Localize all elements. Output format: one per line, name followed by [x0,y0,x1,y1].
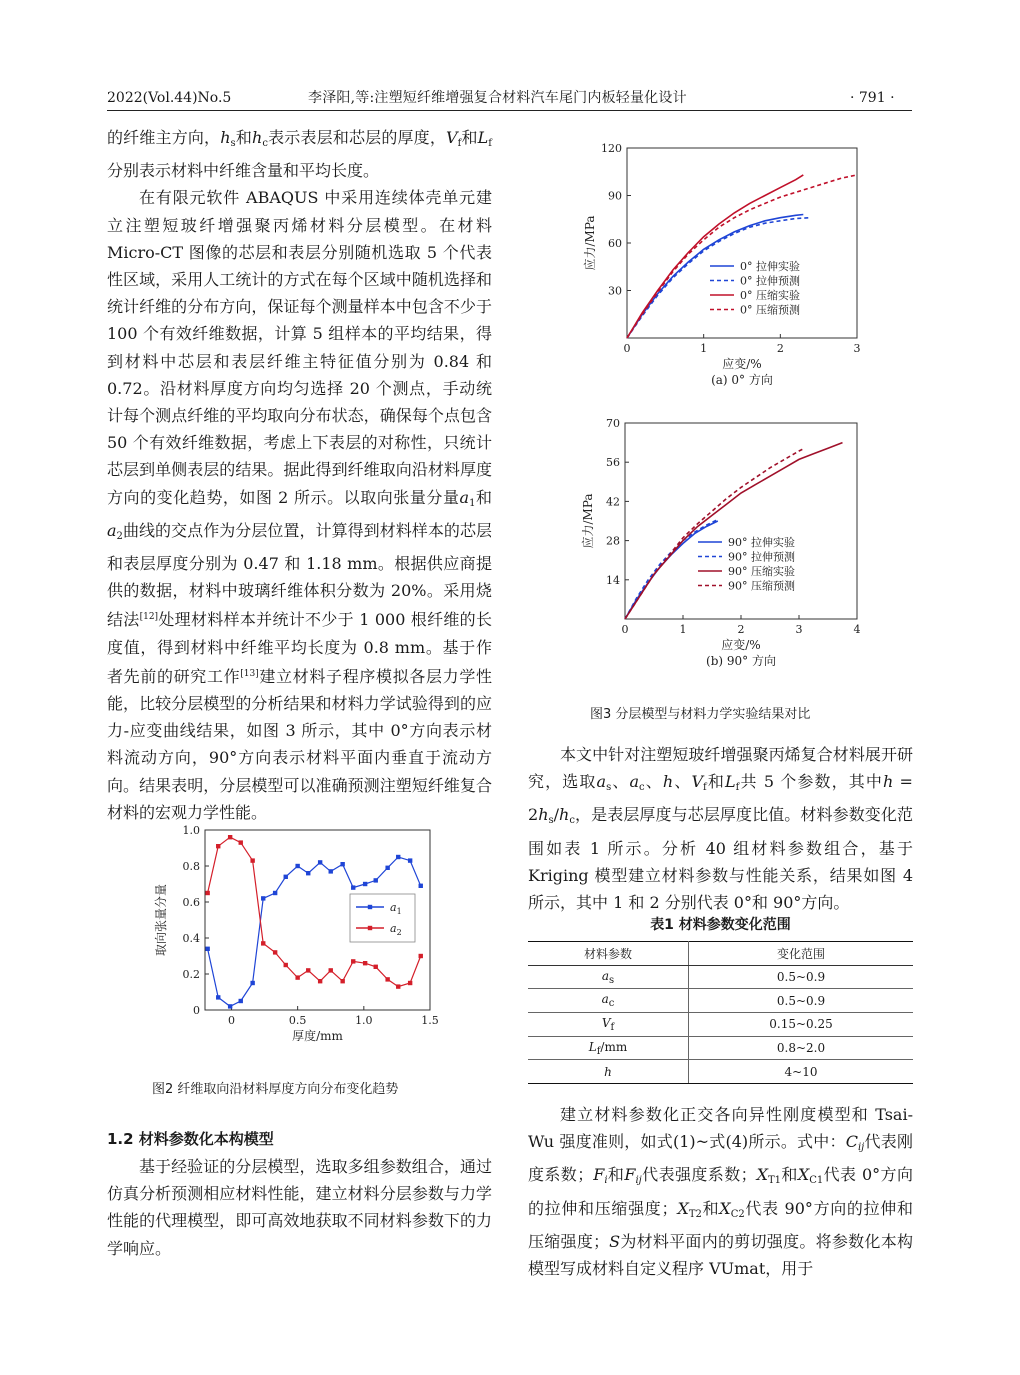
data-point [261,941,265,945]
data-point [351,959,355,963]
x-axis-label: 应变/% [722,357,762,371]
data-point [318,979,322,983]
table-row [528,1036,913,1060]
paragraph-2: 在有限元软件 ABAQUS 中采用连续体壳单元建立注塑短玻纤增强聚丙烯材料分层模型。在材料 Micro-CT 图像的芯层和表层分别随机选取 5 个代表性区域，采用人工统计的方式在每个区域中随机选择和统计纤维的分布方向，保证每个测量样本中包含不少于 100 个有效纤维数据，计算 5 组样本的平均结果，得到材料中芯层和表层纤维主特征值分别为 0.84 和 0.72。沿材料厚度方向均匀选择 20 个测点，手动统计每个测点纤维的平均取向分布状态，确保每个点包含 50 个有效纤维数据，考虑上下表层的对称性，只统计芯层到单侧表层的结果。据此得到纤维取向沿材料厚度方向的变化趋势，如图 2 所示。以取向张量分量$a_1$和$a_2$曲线的交点作为分层位置，计算得到材料样本的芯层和表层厚度分别为 0.47 和 1.18 mm。根据供应商提供的数据，材料中玻璃纤维体积分数为 20%。采用烧结法[12]处理材料样本并统计不少于 1 000 根纤维的长度值，得到材料中纤维平均长度为 0.8 mm。基于作者先前的研究工作[13]建立材料子程序模拟各层力学性能，比较分层模型的分析结果和材料力学试验得到的应力-应变曲线结果，如图 3 所示，其中 0°方向表示材料流动方向，90°方向表示材料平面内垂直于流动方向。结果表明，分层模型可以准确预测注塑短纤维复合材料的宏观力学性能。 [107,188,492,822]
x-tick-label: 1 [700,342,708,355]
y-axis-label: 应力/MPa [581,493,595,549]
legend-label: 0° 压缩实验 [740,289,800,302]
data-point [329,869,333,873]
x-tick-label: 0.5 [288,1014,307,1027]
x-tick-label: 0 [621,623,629,636]
data-point [340,862,344,866]
header-rule [107,110,912,111]
table-cell-param: $a_c$ [528,989,689,1013]
table-header-param: 材料参数 [528,942,689,966]
y-tick-label: 42 [606,495,620,509]
figure-3b-chart [570,412,875,674]
data-point [273,891,277,895]
data-point [408,981,412,985]
data-point [250,858,254,862]
data-point [261,896,265,900]
table-cell-param: $V_f$ [528,1013,689,1037]
right-column-body [528,741,913,916]
data-point [374,878,378,882]
data-point [318,860,322,864]
data-point [385,866,389,870]
data-point [306,871,310,875]
table-cell-param: h [528,1060,689,1084]
figure-3-caption: 图3 分层模型与材料力学实验结果对比 [590,707,811,722]
x-tick-label: 0 [623,342,631,355]
y-tick-label: 0.4 [182,932,200,945]
x-tick-label: 4 [853,623,861,636]
paragraph-4: 本文中针对注塑短玻纤增强聚丙烯复合材料展开研究，选取$a_s$、$a_c$、h、$V_f$和$L_f$共 5 个参数，其中$h = 2h_s/h_c$，是表层厚度与芯层厚度比值。材料参数变化范围如表 1 所示。分析 40 组材料参数组合，基于 Kriging 模型建立材料参数与性能关系，结果如图 4 所示，其中 1 和 2 分别代表 0°和 90°方向。 [528,745,913,913]
figure-2-chart [150,820,450,1060]
data-point [385,977,389,981]
data-point [396,984,400,988]
right-column-body-2 [528,1101,913,1282]
data-point [295,975,299,979]
table-header-row [528,942,913,966]
data-point [340,979,344,983]
y-tick-label: 90 [608,189,622,203]
y-tick-label: 30 [608,284,622,298]
table-cell-param: $L_f/mm$ [528,1036,689,1060]
y-tick-label: 0.2 [182,968,200,981]
x-tick-label: 1 [679,623,687,636]
series-line [625,443,843,619]
figure-3a-chart [570,138,875,398]
y-tick-label: 1.0 [182,824,200,837]
legend-label: $a_1$ [390,901,402,916]
table-row [528,965,913,989]
data-point [216,844,220,848]
paragraph-5: 建立材料参数化正交各向异性刚度模型和 Tsai-Wu 强度准则，如式(1)~式(4)所示。式中：$C_{ij}$代表刚度系数；$F_i$和$F_{ij}$代表强度系数；$X_{T1}$和$X_{C1}$代表 0°方向的拉伸和压缩强度；$X_{T2}$和$X_{C2}$代表 90°方向的拉伸和压缩强度；S为材料平面内的剪切强度。将参数化本构模型写成材料自定义程序 VUmat，用于 [528,1105,913,1279]
series-line [625,521,718,619]
data-point [228,1004,232,1008]
legend-label: 0° 拉伸实验 [740,260,800,273]
data-point [205,947,209,951]
data-point [419,954,423,958]
legend-label: 90° 压缩预测 [728,579,795,593]
y-tick-label: 0.8 [182,860,200,873]
table-cell-range: 0.15~0.25 [689,1013,914,1037]
y-tick-label: 120 [601,142,622,155]
x-tick-label: 3 [795,623,803,636]
legend-marker [368,905,372,909]
table-row [528,989,913,1013]
legend-label: $a_2$ [390,922,402,937]
data-point [239,840,243,844]
data-point [306,968,310,972]
x-tick-label: 2 [737,623,745,636]
legend-label: 90° 拉伸预测 [728,550,795,564]
legend-label: 90° 压缩实验 [728,565,795,578]
data-point [273,950,277,954]
y-axis-label: 取向张量分量 [154,883,168,957]
table-cell-range: 0.8~2.0 [689,1036,914,1060]
legend-marker [368,926,372,930]
paragraph-3: 基于经验证的分层模型，选取多组参数组合，通过仿真分析预测相应材料性能，建立材料分层参数与力学性能的代理模型，即可高效地获取不同材料参数下的力学响应。 [107,1157,492,1258]
data-point [250,981,254,985]
figure-2-caption: 图2 纤维取向沿材料厚度方向分布变化趋势 [152,1082,399,1097]
y-axis-label: 应力/MPa [583,215,597,271]
data-point [374,965,378,969]
series-line [625,448,805,619]
legend-label: 0° 拉伸预测 [740,274,800,288]
x-tick-label: 1.0 [355,1014,373,1027]
y-tick-label: 60 [608,237,622,250]
data-point [239,999,243,1003]
data-point [396,855,400,859]
y-tick-label: 28 [606,534,620,548]
chart-subtitle: (a) 0° 方向 [711,373,773,387]
y-tick-label: 56 [606,456,620,470]
data-point [228,835,232,839]
citation-13[interactable]: [13] [240,668,259,679]
x-tick-label: 3 [853,342,861,355]
series-line [625,520,718,619]
data-point [351,885,355,889]
data-point [205,891,209,895]
page-number: · 791 · [850,90,895,106]
y-tick-label: 0.6 [182,896,200,909]
data-point [216,995,220,999]
table-1 [528,941,913,1084]
y-tick-label: 0 [193,1004,200,1017]
journal-issue: 2022(Vol.44)No.5 [107,90,232,106]
chart-subtitle: (b) 90° 方向 [706,654,776,668]
left-column-body [107,124,492,826]
section-1-2-body [107,1153,492,1262]
table-row [528,1013,913,1037]
data-point [363,882,367,886]
data-point [408,858,412,862]
x-axis-label: 应变/% [721,638,761,652]
x-tick-label: 2 [776,342,784,355]
x-tick-label: 0 [227,1014,235,1027]
x-axis-label: 厚度/mm [292,1029,343,1043]
section-heading-1-2: 1.2 材料参数化本构模型 [107,1130,274,1148]
table-cell-range: 4~10 [689,1060,914,1084]
data-point [363,961,367,965]
paragraph-1: 的纤维主方向，$h_s$和$h_c$表示表层和芯层的厚度，$V_f$和$L_f$分别表示材料中纤维含量和平均长度。 [107,128,492,181]
running-title: 李泽阳,等:注塑短纤维增强复合材料汽车尾门内板轻量化设计 [308,90,687,106]
table-cell-param: $a_s$ [528,965,689,989]
legend-label: 90° 拉伸实验 [728,536,795,549]
data-point [295,864,299,868]
table-row [528,1060,913,1084]
table-1-title: 表1 材料参数变化范围 [650,917,791,933]
data-point [284,875,288,879]
citation-12[interactable]: [12] [139,612,159,623]
data-point [419,884,423,888]
x-tick-label: 1.5 [421,1014,439,1027]
table-cell-range: 0.5~0.9 [689,965,914,989]
data-point [329,968,333,972]
data-point [284,963,288,967]
legend-box [350,894,415,942]
y-tick-label: 70 [606,417,620,430]
table-header-range: 变化范围 [689,942,914,966]
y-tick-label: 14 [606,573,620,587]
legend-label: 0° 压缩预测 [740,303,800,317]
table-cell-range: 0.5~0.9 [689,989,914,1013]
